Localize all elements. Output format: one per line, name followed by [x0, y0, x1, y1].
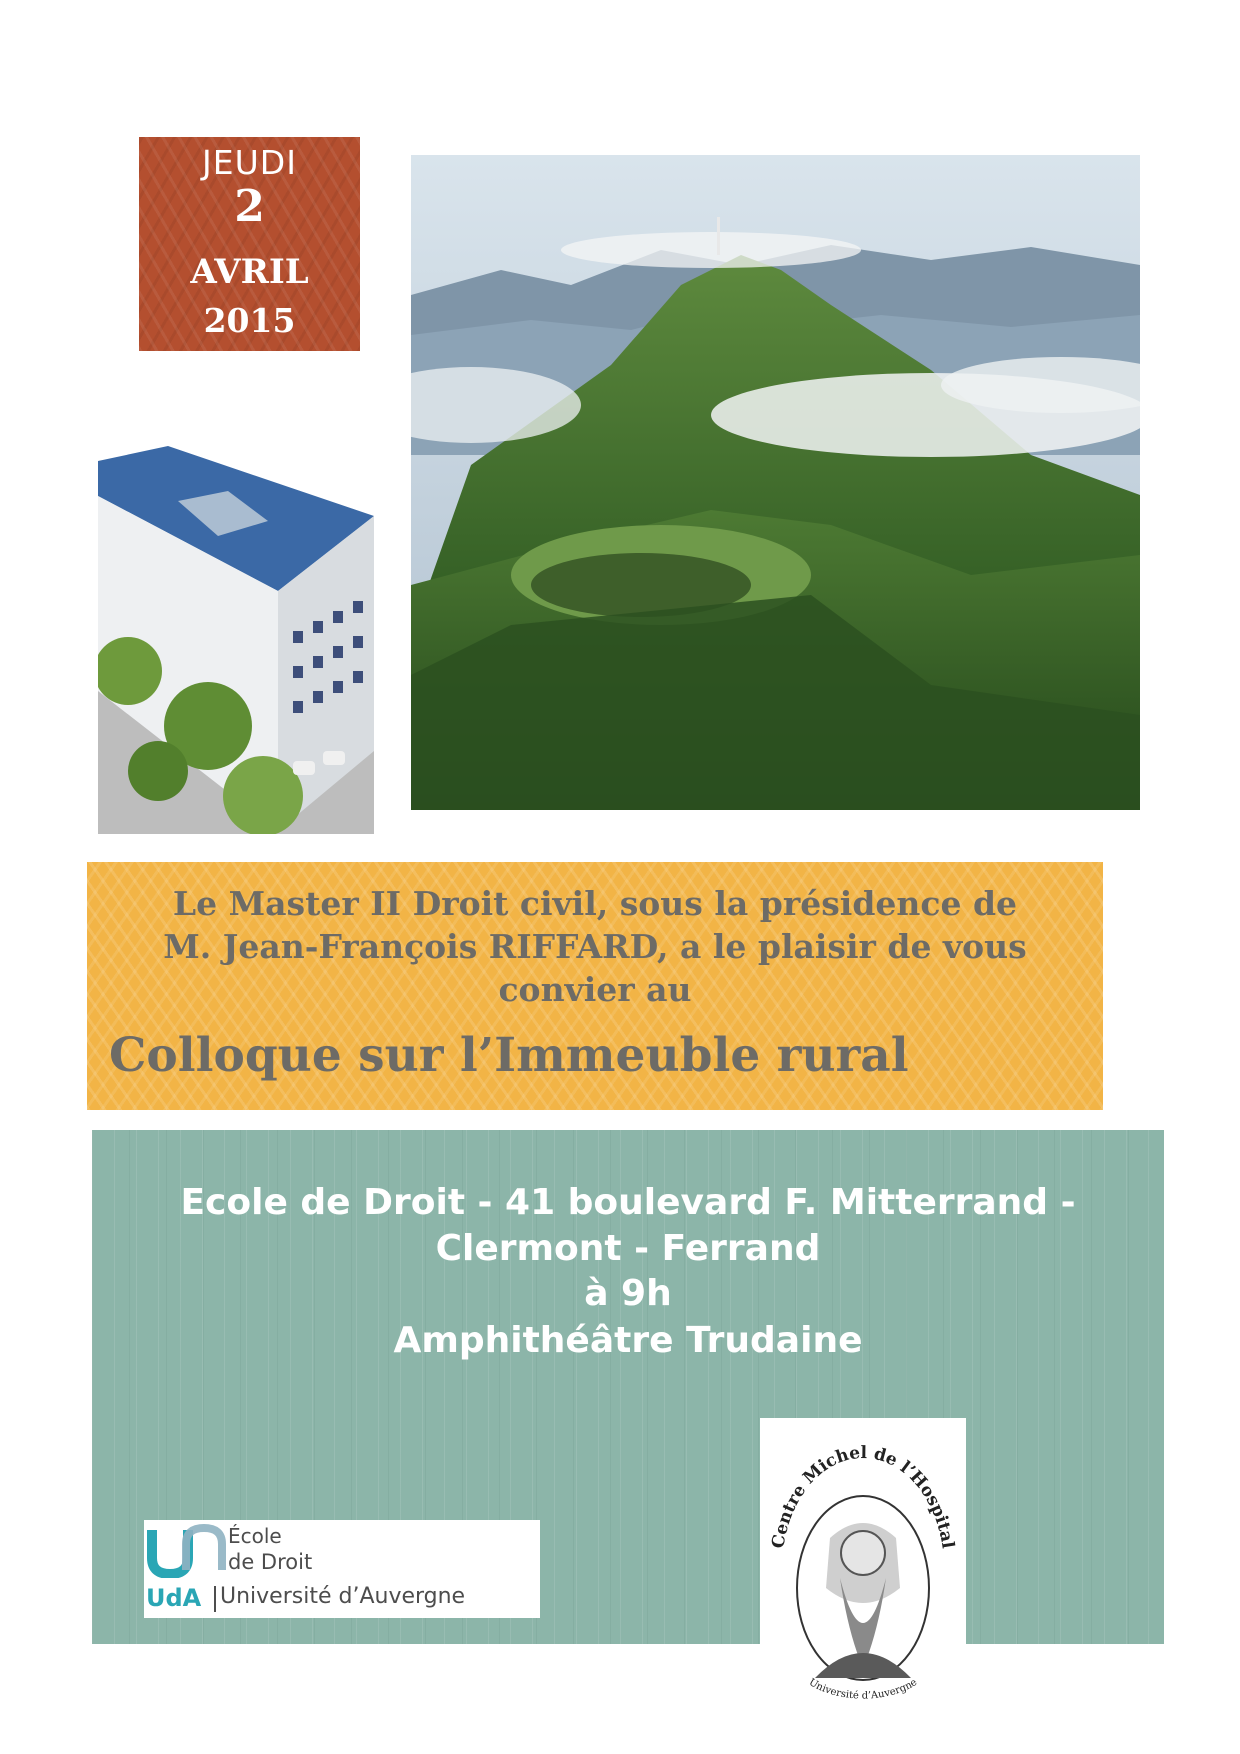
- centre-bottom-text: Université d’Auvergne: [806, 1676, 920, 1702]
- uda-university-name: Université d’Auvergne: [220, 1584, 466, 1609]
- centre-seal-text: [760, 1418, 966, 1738]
- uda-abbr: UdA: [146, 1584, 202, 1612]
- svg-text:Centre Michel de l’Hospital: [768, 1443, 957, 1550]
- volcano-photo: [411, 155, 1140, 810]
- colloquium-title: Colloque sur l’Immeuble rural: [109, 1028, 909, 1083]
- invitation-line: Le Master II Droit civil, sous la présidence de: [172, 884, 1018, 923]
- centre-ring-text: Centre Michel de l’Hospital: [768, 1442, 958, 1550]
- date-year: 2015: [203, 301, 296, 340]
- uda-divider: [214, 1586, 216, 1612]
- date-block: [139, 137, 360, 351]
- volcano-landscape-image: [411, 155, 1140, 810]
- uda-line1: École: [228, 1524, 282, 1548]
- uda-law-school-logo: [144, 1520, 540, 1618]
- date-day: 2: [234, 181, 265, 232]
- building-illustration: [98, 441, 374, 834]
- invitation-text: [87, 882, 1103, 1011]
- invitation-banner: [87, 862, 1103, 1110]
- centre-michel-de-lhospital-logo: [760, 1418, 966, 1738]
- svg-text:Université d’Auvergne: [807, 1677, 919, 1702]
- invitation-line: M. Jean-François RIFFARD, a le plaisir de vous: [163, 927, 1027, 966]
- law-school-building-image: [98, 441, 374, 834]
- uda-line2: de Droit: [228, 1550, 313, 1574]
- uda-symbol-icon: [146, 1522, 228, 1578]
- venue-city-line: Clermont - Ferrand: [435, 1228, 821, 1269]
- invitation-line: convier au: [498, 970, 692, 1009]
- venue-time-line: à 9h: [584, 1273, 672, 1314]
- venue-address-line: Ecole de Droit - 41 boulevard F. Mitterrand -: [180, 1182, 1076, 1223]
- venue-room-line: Amphithéâtre Trudaine: [393, 1320, 863, 1361]
- date-month: AVRIL: [190, 252, 309, 292]
- date-weekday: JEUDI: [202, 143, 297, 182]
